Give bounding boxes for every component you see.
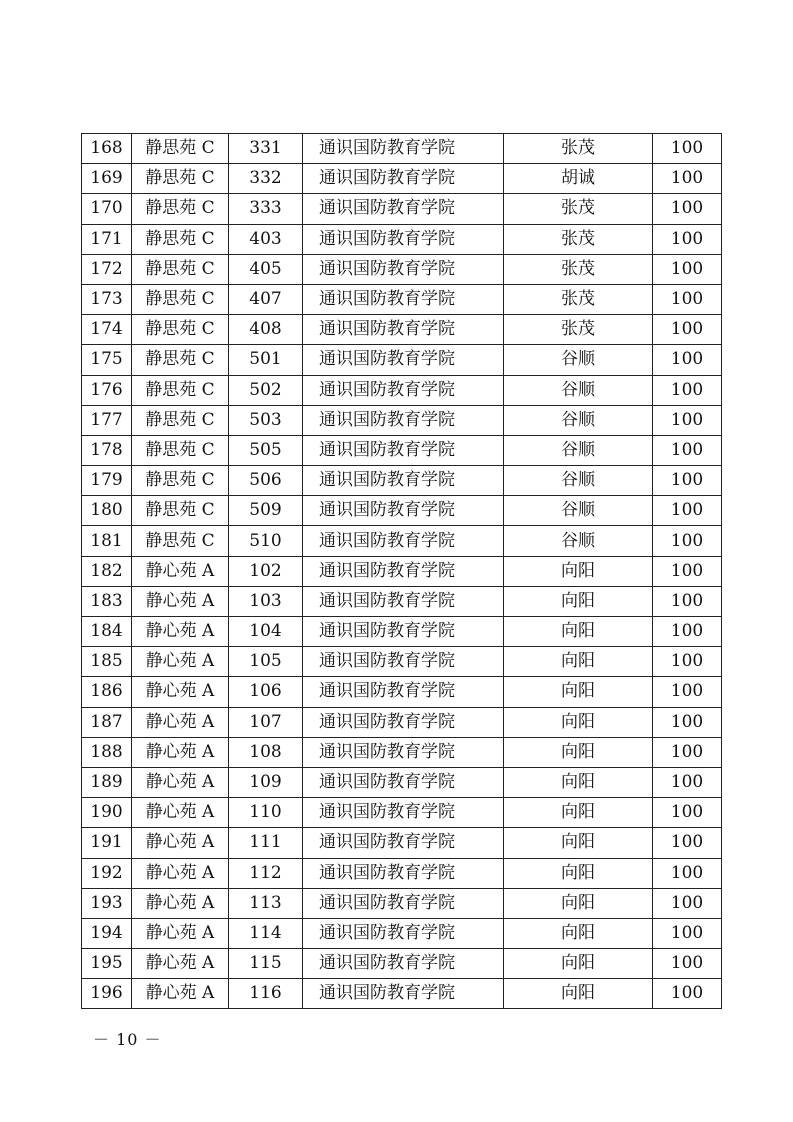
- table-row: [82, 345, 722, 375]
- cell-college: 通识国防教育学院: [303, 737, 504, 767]
- table-row: [82, 979, 722, 1009]
- cell-room: 333: [229, 194, 303, 224]
- table-row: [82, 647, 722, 677]
- cell-college: 通识国防教育学院: [303, 858, 504, 888]
- cell-room: 111: [229, 828, 303, 858]
- table-row: [82, 556, 722, 586]
- cell-college: 通识国防教育学院: [303, 949, 504, 979]
- cell-college: 通识国防教育学院: [303, 164, 504, 194]
- cell-building: 静思苑 C: [132, 345, 229, 375]
- cell-building: 静思苑 C: [132, 375, 229, 405]
- cell-room: 108: [229, 737, 303, 767]
- cell-room: 403: [229, 224, 303, 254]
- cell-score: 100: [653, 224, 722, 254]
- cell-college: 通识国防教育学院: [303, 224, 504, 254]
- cell-person-name: 张茂: [504, 284, 653, 314]
- table-row: [82, 134, 722, 164]
- cell-row-number: 168: [82, 134, 132, 164]
- cell-score: 100: [653, 918, 722, 948]
- cell-room: 112: [229, 858, 303, 888]
- cell-building: 静思苑 C: [132, 466, 229, 496]
- table-row: [82, 918, 722, 948]
- cell-building: 静思苑 C: [132, 526, 229, 556]
- cell-room: 103: [229, 586, 303, 616]
- cell-person-name: 胡诚: [504, 164, 653, 194]
- cell-score: 100: [653, 254, 722, 284]
- table-row: [82, 858, 722, 888]
- table-row: [82, 435, 722, 465]
- cell-person-name: 向阳: [504, 798, 653, 828]
- cell-building: 静心苑 A: [132, 979, 229, 1009]
- cell-row-number: 172: [82, 254, 132, 284]
- cell-score: 100: [653, 858, 722, 888]
- table-row: [82, 677, 722, 707]
- cell-score: 100: [653, 586, 722, 616]
- cell-person-name: 向阳: [504, 979, 653, 1009]
- cell-room: 506: [229, 466, 303, 496]
- cell-college: 通识国防教育学院: [303, 828, 504, 858]
- cell-room: 505: [229, 435, 303, 465]
- cell-person-name: 向阳: [504, 918, 653, 948]
- cell-row-number: 184: [82, 617, 132, 647]
- cell-building: 静思苑 C: [132, 435, 229, 465]
- cell-room: 405: [229, 254, 303, 284]
- cell-college: 通识国防教育学院: [303, 556, 504, 586]
- cell-row-number: 179: [82, 466, 132, 496]
- cell-row-number: 178: [82, 435, 132, 465]
- cell-row-number: 171: [82, 224, 132, 254]
- cell-college: 通识国防教育学院: [303, 134, 504, 164]
- cell-building: 静思苑 C: [132, 315, 229, 345]
- cell-building: 静心苑 A: [132, 617, 229, 647]
- cell-score: 100: [653, 707, 722, 737]
- table-row: [82, 254, 722, 284]
- cell-row-number: 193: [82, 888, 132, 918]
- cell-building: 静心苑 A: [132, 858, 229, 888]
- cell-college: 通识国防教育学院: [303, 586, 504, 616]
- cell-building: 静心苑 A: [132, 767, 229, 797]
- cell-room: 407: [229, 284, 303, 314]
- cell-college: 通识国防教育学院: [303, 375, 504, 405]
- cell-building: 静思苑 C: [132, 284, 229, 314]
- cell-college: 通识国防教育学院: [303, 435, 504, 465]
- cell-room: 115: [229, 949, 303, 979]
- cell-college: 通识国防教育学院: [303, 798, 504, 828]
- cell-person-name: 谷顺: [504, 496, 653, 526]
- cell-building: 静心苑 A: [132, 556, 229, 586]
- cell-row-number: 195: [82, 949, 132, 979]
- table-row: [82, 405, 722, 435]
- cell-room: 503: [229, 405, 303, 435]
- cell-building: 静心苑 A: [132, 586, 229, 616]
- table-row: [82, 949, 722, 979]
- cell-room: 114: [229, 918, 303, 948]
- cell-room: 110: [229, 798, 303, 828]
- cell-score: 100: [653, 435, 722, 465]
- cell-college: 通识国防教育学院: [303, 617, 504, 647]
- cell-score: 100: [653, 526, 722, 556]
- cell-score: 100: [653, 798, 722, 828]
- cell-person-name: 谷顺: [504, 435, 653, 465]
- cell-college: 通识国防教育学院: [303, 284, 504, 314]
- table-row: [82, 315, 722, 345]
- table-row: [82, 164, 722, 194]
- table-row: [82, 284, 722, 314]
- cell-person-name: 向阳: [504, 888, 653, 918]
- cell-building: 静思苑 C: [132, 224, 229, 254]
- page-number: － 10 －: [93, 1030, 162, 1049]
- cell-building: 静心苑 A: [132, 949, 229, 979]
- cell-room: 104: [229, 617, 303, 647]
- cell-score: 100: [653, 556, 722, 586]
- cell-person-name: 谷顺: [504, 466, 653, 496]
- cell-building: 静思苑 C: [132, 405, 229, 435]
- cell-college: 通识国防教育学院: [303, 345, 504, 375]
- cell-college: 通识国防教育学院: [303, 888, 504, 918]
- cell-row-number: 177: [82, 405, 132, 435]
- cell-person-name: 张茂: [504, 224, 653, 254]
- table-row: [82, 617, 722, 647]
- cell-score: 100: [653, 979, 722, 1009]
- table-row: [82, 737, 722, 767]
- cell-building: 静心苑 A: [132, 737, 229, 767]
- cell-room: 116: [229, 979, 303, 1009]
- cell-building: 静思苑 C: [132, 164, 229, 194]
- cell-row-number: 196: [82, 979, 132, 1009]
- cell-room: 107: [229, 707, 303, 737]
- cell-score: 100: [653, 315, 722, 345]
- cell-score: 100: [653, 496, 722, 526]
- cell-person-name: 向阳: [504, 737, 653, 767]
- cell-person-name: 向阳: [504, 677, 653, 707]
- cell-score: 100: [653, 949, 722, 979]
- cell-person-name: 向阳: [504, 949, 653, 979]
- cell-score: 100: [653, 617, 722, 647]
- cell-college: 通识国防教育学院: [303, 405, 504, 435]
- cell-row-number: 186: [82, 677, 132, 707]
- cell-building: 静思苑 C: [132, 254, 229, 284]
- cell-row-number: 180: [82, 496, 132, 526]
- cell-college: 通识国防教育学院: [303, 707, 504, 737]
- cell-person-name: 张茂: [504, 134, 653, 164]
- cell-score: 100: [653, 737, 722, 767]
- cell-room: 509: [229, 496, 303, 526]
- table-row: [82, 828, 722, 858]
- cell-college: 通识国防教育学院: [303, 315, 504, 345]
- cell-row-number: 182: [82, 556, 132, 586]
- cell-building: 静思苑 C: [132, 134, 229, 164]
- cell-person-name: 向阳: [504, 647, 653, 677]
- cell-person-name: 谷顺: [504, 375, 653, 405]
- cell-room: 502: [229, 375, 303, 405]
- cell-score: 100: [653, 134, 722, 164]
- cell-score: 100: [653, 284, 722, 314]
- cell-room: 113: [229, 888, 303, 918]
- cell-room: 331: [229, 134, 303, 164]
- cell-college: 通识国防教育学院: [303, 254, 504, 284]
- table-row: [82, 888, 722, 918]
- cell-college: 通识国防教育学院: [303, 767, 504, 797]
- cell-row-number: 181: [82, 526, 132, 556]
- table-row: [82, 586, 722, 616]
- cell-score: 100: [653, 194, 722, 224]
- cell-score: 100: [653, 405, 722, 435]
- cell-row-number: 173: [82, 284, 132, 314]
- cell-score: 100: [653, 828, 722, 858]
- cell-row-number: 170: [82, 194, 132, 224]
- table-row: [82, 767, 722, 797]
- cell-person-name: 向阳: [504, 617, 653, 647]
- cell-college: 通识国防教育学院: [303, 918, 504, 948]
- cell-score: 100: [653, 345, 722, 375]
- cell-row-number: 189: [82, 767, 132, 797]
- cell-score: 100: [653, 164, 722, 194]
- cell-person-name: 谷顺: [504, 405, 653, 435]
- cell-row-number: 183: [82, 586, 132, 616]
- cell-building: 静思苑 C: [132, 496, 229, 526]
- cell-college: 通识国防教育学院: [303, 647, 504, 677]
- cell-row-number: 185: [82, 647, 132, 677]
- cell-room: 105: [229, 647, 303, 677]
- table-row: [82, 707, 722, 737]
- cell-row-number: 192: [82, 858, 132, 888]
- cell-row-number: 169: [82, 164, 132, 194]
- cell-score: 100: [653, 466, 722, 496]
- cell-college: 通识国防教育学院: [303, 677, 504, 707]
- cell-building: 静心苑 A: [132, 707, 229, 737]
- cell-college: 通识国防教育学院: [303, 526, 504, 556]
- cell-college: 通识国防教育学院: [303, 466, 504, 496]
- cell-room: 332: [229, 164, 303, 194]
- cell-room: 109: [229, 767, 303, 797]
- cell-score: 100: [653, 677, 722, 707]
- dormitory-score-table: [81, 133, 722, 1009]
- cell-room: 408: [229, 315, 303, 345]
- cell-person-name: 向阳: [504, 556, 653, 586]
- cell-score: 100: [653, 888, 722, 918]
- table-row: [82, 194, 722, 224]
- cell-row-number: 190: [82, 798, 132, 828]
- table-row: [82, 224, 722, 254]
- cell-score: 100: [653, 767, 722, 797]
- cell-college: 通识国防教育学院: [303, 979, 504, 1009]
- cell-row-number: 191: [82, 828, 132, 858]
- cell-building: 静心苑 A: [132, 647, 229, 677]
- cell-person-name: 向阳: [504, 707, 653, 737]
- cell-row-number: 194: [82, 918, 132, 948]
- cell-building: 静心苑 A: [132, 828, 229, 858]
- cell-score: 100: [653, 647, 722, 677]
- cell-building: 静心苑 A: [132, 888, 229, 918]
- cell-room: 501: [229, 345, 303, 375]
- cell-room: 102: [229, 556, 303, 586]
- table-row: [82, 798, 722, 828]
- cell-college: 通识国防教育学院: [303, 194, 504, 224]
- cell-room: 106: [229, 677, 303, 707]
- cell-person-name: 谷顺: [504, 526, 653, 556]
- cell-room: 510: [229, 526, 303, 556]
- cell-row-number: 174: [82, 315, 132, 345]
- cell-row-number: 175: [82, 345, 132, 375]
- cell-person-name: 张茂: [504, 315, 653, 345]
- table-row: [82, 496, 722, 526]
- cell-building: 静心苑 A: [132, 918, 229, 948]
- cell-building: 静心苑 A: [132, 677, 229, 707]
- cell-row-number: 176: [82, 375, 132, 405]
- table-row: [82, 466, 722, 496]
- cell-person-name: 向阳: [504, 858, 653, 888]
- cell-building: 静思苑 C: [132, 194, 229, 224]
- cell-person-name: 张茂: [504, 254, 653, 284]
- cell-person-name: 向阳: [504, 586, 653, 616]
- table-row: [82, 375, 722, 405]
- cell-row-number: 188: [82, 737, 132, 767]
- cell-row-number: 187: [82, 707, 132, 737]
- cell-building: 静心苑 A: [132, 798, 229, 828]
- cell-person-name: 向阳: [504, 767, 653, 797]
- cell-person-name: 张茂: [504, 194, 653, 224]
- table-row: [82, 526, 722, 556]
- cell-college: 通识国防教育学院: [303, 496, 504, 526]
- cell-score: 100: [653, 375, 722, 405]
- cell-person-name: 谷顺: [504, 345, 653, 375]
- cell-person-name: 向阳: [504, 828, 653, 858]
- table-body: [82, 134, 722, 1009]
